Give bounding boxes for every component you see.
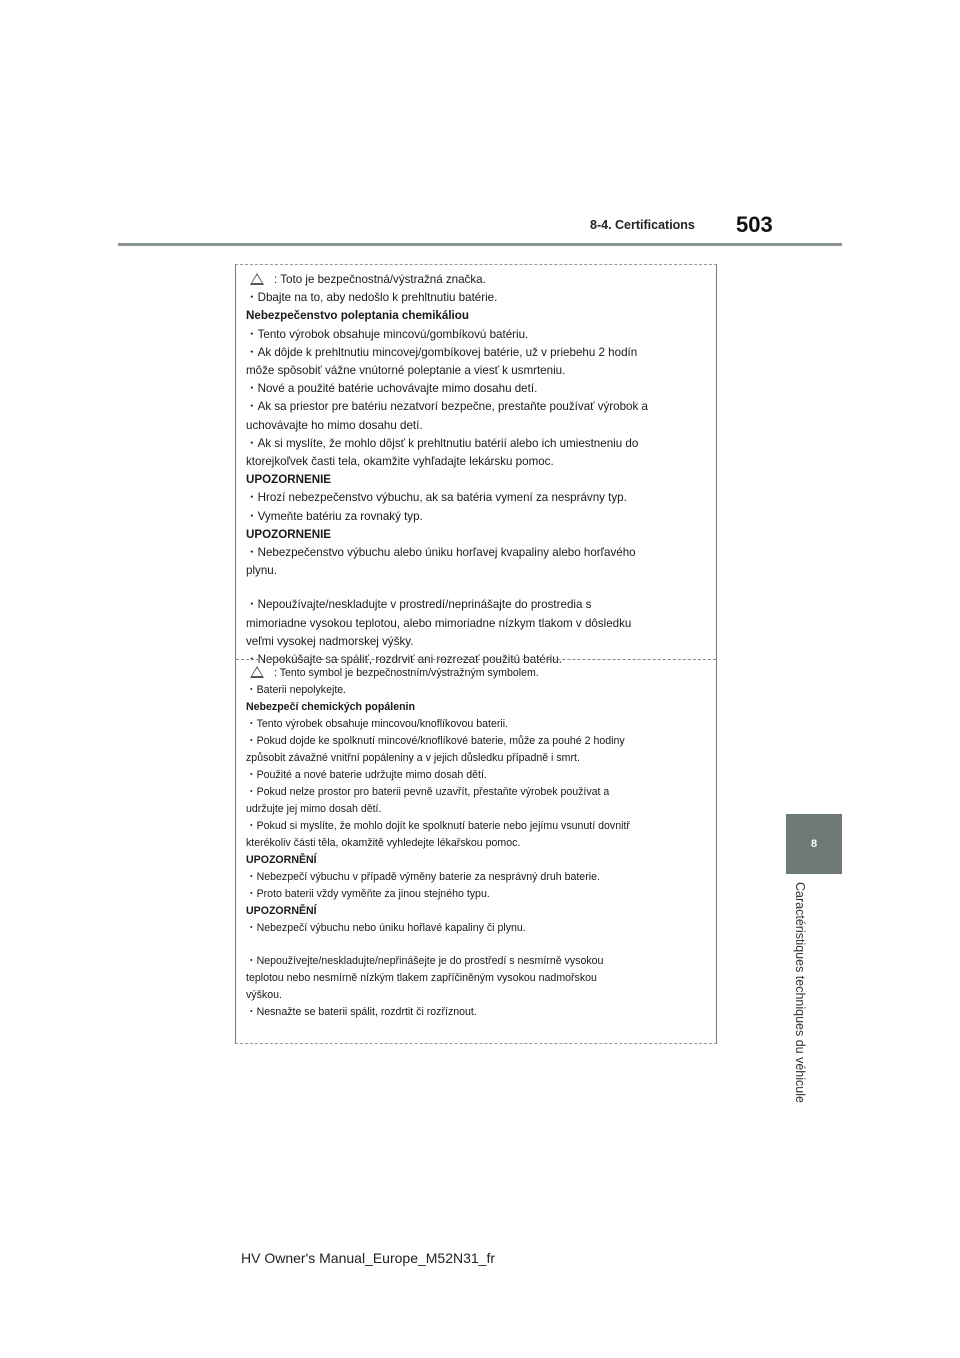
text-heading: UPOZORNENIE <box>246 473 332 487</box>
footer-manual-id: HV Owner's Manual_Europe_M52N31_fr <box>241 1250 496 1266</box>
text-line: ・Nepokúšajte sa spáliť, rozdrviť ani rozrezať použitú batériu. <box>246 653 562 667</box>
slovak-warning-text <box>246 271 706 669</box>
text-line: ・Pokud si myslíte, že mohlo dojít ke spolknutí baterie nebo jejímu vsunutí dovnitř <box>246 820 630 832</box>
text-line: môže spôsobiť vážne vnútorné poleptanie a viesť k usmrteniu. <box>246 364 566 378</box>
text-line: ・Nové a použité batérie uchovávajte mimo dosahu detí. <box>246 382 538 396</box>
text-heading: Nebezpečenstvo poleptania chemikáliou <box>246 309 469 323</box>
chapter-tab[interactable] <box>786 814 842 874</box>
text-line: ・Vymeňte batériu za rovnaký typ. <box>246 509 423 523</box>
text-line: : Tento symbol je bezpečnostním/výstražným symbolem. <box>246 665 706 682</box>
text-line: ・Dbajte na to, aby nedošlo k prehltnutiu batérie. <box>246 291 498 305</box>
spacer <box>246 580 706 596</box>
text-line: ・Nepoužívejte/neskladujte/nepřinášejte je do prostředí s nesmírně vysokou <box>246 955 604 967</box>
text-line: veľmi vysokej nadmorskej výšky. <box>246 634 414 648</box>
text-line: : Toto je bezpečnostná/výstražná značka. <box>246 271 706 289</box>
section-title: 8-4. Certifications <box>590 218 695 232</box>
czech-warning-text <box>246 665 706 1021</box>
text-line: ・Ak sa priestor pre batériu nezatvorí bezpečne, prestaňte používať výrobok a <box>246 400 648 414</box>
text-line: ktorejkoľvek časti tela, okamžite vyhľadajte lekársku pomoc. <box>246 455 554 469</box>
text-heading: UPOZORNĚNÍ <box>246 905 317 917</box>
text-line: způsobit závažné vnitřní popáleniny a v jejich důsledku případně i smrt. <box>246 752 580 764</box>
text-heading: Nebezpečí chemických popálenin <box>246 701 415 713</box>
chapter-tab-number: 8 <box>810 838 818 850</box>
text-line: ・Hrozí nebezpečenstvo výbuchu, ak sa batéria vymení za nesprávny typ. <box>246 491 627 505</box>
text-line: ・Nepoužívajte/neskladujte v prostredí/neprinášajte do prostredia s <box>246 598 592 612</box>
text-line: ・Nesnažte se baterii spálit, rozdrtit či rozříznout. <box>246 1006 477 1018</box>
text-line: ・Tento výrobek obsahuje mincovou/knoflíkovou baterii. <box>246 718 509 730</box>
text-line: ・Pokud nelze prostor pro baterii pevně uzavřít, přestaňte výrobek používat a <box>246 786 610 798</box>
text-line: ・Pokud dojde ke spolknutí mincové/knoflíkové baterie, může za pouhé 2 hodiny <box>246 735 625 747</box>
text-line: ・Ak dôjde k prehltnutiu mincovej/gombíkovej batérie, už v priebehu 2 hodín <box>246 345 638 359</box>
text-line: výškou. <box>246 989 282 1001</box>
text-line: mimoriadne vysokou teplotou, alebo mimoriadne nízkym tlakom v dôsledku <box>246 616 632 630</box>
text-line: ・Tento výrobok obsahuje mincovú/gombíkovú batériu. <box>246 327 529 341</box>
text-line: ・Baterii nepolykejte. <box>246 684 347 696</box>
text-line: teplotou nebo nesmírně nízkým tlakem zapříčiněným vysokou nadmořskou <box>246 972 597 984</box>
warning-triangle-icon <box>250 666 264 678</box>
text-line: plynu. <box>246 564 277 578</box>
header-rule <box>118 243 842 246</box>
text-line: ・Nebezpečí výbuchu nebo úniku hořlavé kapaliny či plynu. <box>246 922 526 934</box>
section-divider <box>236 659 716 660</box>
text-line: udržujte jej mimo dosah dětí. <box>246 803 382 815</box>
text-heading: UPOZORNĚNÍ <box>246 854 317 866</box>
text-line: ・Použité a nové baterie udržujte mimo dosah dětí. <box>246 769 487 781</box>
text-heading: UPOZORNENIE <box>246 527 332 541</box>
text-line: ・Proto baterii vždy vyměňte za jinou stejného typu. <box>246 888 490 900</box>
text-line: kterékoliv části těla, okamžitě vyhledejte lékařskou pomoc. <box>246 837 521 849</box>
text-line: ・Ak si myslíte, že mohlo dôjsť k prehltnutiu batérií alebo ich umiestneniu do <box>246 436 639 450</box>
spacer <box>246 937 706 953</box>
scanned-label-image <box>235 264 717 1044</box>
page-number: 503 <box>736 212 773 237</box>
text-line: ・Nebezpečí výbuchu v případě výměny baterie za nesprávný druh baterie. <box>246 871 600 883</box>
warning-triangle-icon <box>250 273 264 285</box>
chapter-label: Caractéristiques techniques du véhicule <box>793 882 807 1103</box>
text-line: ・Nebezpečenstvo výbuchu alebo úniku horľavej kvapaliny alebo horľavého <box>246 546 636 560</box>
text-line: uchovávajte ho mimo dosahu detí. <box>246 418 423 432</box>
